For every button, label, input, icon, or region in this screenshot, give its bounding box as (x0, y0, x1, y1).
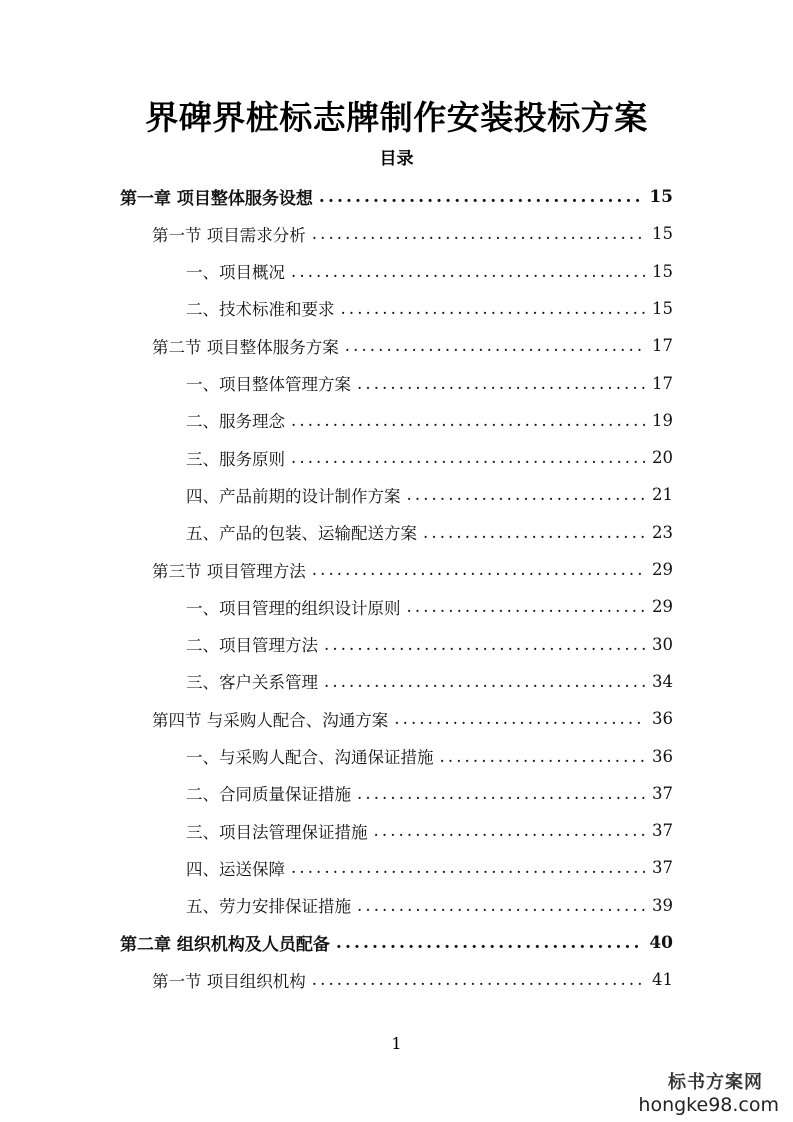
toc-entry-label: 二、合同质量保证措施 (186, 785, 351, 805)
toc-entry[interactable] (186, 514, 673, 551)
toc-entry-label: 第四节 与采购人配合、沟通方案 (152, 710, 389, 730)
toc-entry[interactable] (186, 849, 673, 886)
toc-dot-leader (345, 336, 645, 355)
toc-entry[interactable] (152, 215, 673, 252)
toc-entry-label: 第二节 项目整体服务方案 (152, 337, 339, 357)
toc-entry[interactable] (186, 476, 673, 513)
toc-entry-label: 第一节 项目组织机构 (152, 971, 306, 991)
toc-dot-leader (291, 262, 645, 281)
watermark-logo (629, 1068, 779, 1116)
toc-dot-leader (394, 709, 645, 728)
toc-entry-page: 21 (652, 485, 673, 505)
toc-entry[interactable] (186, 738, 673, 775)
toc-entry-page: 37 (652, 821, 673, 841)
toc-entry-label: 三、项目法管理保证措施 (186, 822, 368, 842)
page-number: 1 (391, 1034, 402, 1053)
toc-entry-label: 五、产品的包装、运输配送方案 (186, 524, 417, 544)
toc-entry-page: 34 (652, 671, 673, 691)
toc-entry[interactable] (186, 663, 673, 700)
toc-entry-page: 36 (652, 746, 673, 766)
toc-entry-label: 二、项目管理方法 (186, 636, 318, 656)
toc-entry[interactable] (186, 439, 673, 476)
toc-entry-label: 四、运送保障 (186, 859, 285, 879)
watermark-url: hongke98.com (638, 1094, 779, 1116)
toc-entry-page: 15 (652, 298, 673, 318)
toc-entry[interactable] (152, 327, 673, 364)
toc-entry-label: 二、技术标准和要求 (186, 300, 335, 320)
toc-entry-label: 一、项目管理的组织设计原则 (186, 598, 401, 618)
toc-dot-leader (291, 411, 645, 430)
toc-dot-leader (291, 858, 645, 877)
toc-entry-label: 一、与采购人配合、沟通保证措施 (186, 748, 434, 767)
toc-entry[interactable] (186, 775, 673, 812)
toc-entry[interactable] (186, 365, 673, 402)
toc-entry[interactable] (120, 924, 673, 961)
toc-entry[interactable] (186, 290, 673, 327)
toc-entry-page: 20 (652, 448, 673, 468)
toc-entry-label: 二、服务理念 (186, 412, 285, 432)
toc-entry-label: 第一章 项目整体服务设想 (120, 189, 313, 209)
toc-entry-page: 15 (652, 224, 673, 244)
toc-entry[interactable] (120, 178, 673, 215)
toc-entry-label: 第三节 项目管理方法 (152, 561, 306, 581)
toc-dot-leader (357, 896, 645, 915)
toc-entry-label: 一、项目整体管理方案 (186, 375, 351, 394)
toc-entry[interactable] (152, 961, 673, 998)
toc-entry[interactable] (152, 551, 673, 588)
toc-dot-leader (374, 821, 646, 840)
toc-entry-page: 37 (652, 858, 673, 878)
toc-entry[interactable] (186, 253, 673, 290)
toc-entry-page: 36 (652, 709, 673, 729)
toc-entry-label: 第一节 项目需求分析 (152, 225, 306, 245)
toc-entry-label: 三、服务原则 (186, 449, 285, 469)
toc-entry-page: 39 (652, 895, 673, 915)
toc-entry-label: 四、产品前期的设计制作方案 (186, 486, 401, 506)
toc-heading: 目录 (379, 149, 414, 169)
toc-dot-leader (440, 747, 646, 766)
toc-entry-label: 三、客户关系管理 (186, 673, 318, 693)
toc-entry-page: 29 (652, 560, 673, 579)
toc-entry-page: 15 (652, 261, 673, 281)
toc-dot-leader (357, 374, 645, 393)
toc-entry-page: 41 (652, 970, 673, 990)
toc-dot-leader (423, 523, 645, 542)
toc-entry[interactable] (186, 588, 673, 625)
toc-dot-leader (407, 485, 646, 504)
toc-dot-leader (312, 970, 645, 989)
toc-dot-leader (319, 187, 643, 207)
toc-entry-page: 15 (649, 186, 673, 207)
toc-entry-page: 40 (649, 932, 673, 953)
toc-dot-leader (291, 448, 645, 467)
toc-entry[interactable] (186, 626, 673, 663)
toc-entry-page: 37 (652, 783, 673, 803)
toc-entry[interactable] (186, 887, 673, 924)
toc-entry-page: 19 (652, 410, 673, 430)
toc-entry-page: 17 (652, 373, 673, 393)
toc-entry-page: 29 (652, 597, 673, 617)
toc-dot-leader (312, 560, 645, 579)
toc-entry[interactable] (186, 812, 673, 849)
toc-entry-page: 23 (652, 522, 673, 542)
toc-dot-leader (336, 933, 643, 953)
toc-dot-leader (341, 299, 646, 318)
toc-dot-leader (407, 597, 646, 616)
toc-dot-leader (324, 635, 645, 654)
toc-entry-label: 第二章 组织机构及人员配备 (120, 935, 330, 955)
toc-entry-label: 一、项目概况 (186, 263, 285, 283)
document-title: 界碑界桩标志牌制作安装投标方案 (145, 98, 648, 137)
toc-entry[interactable] (152, 700, 673, 737)
toc-dot-leader (357, 784, 645, 803)
toc-dot-leader (312, 224, 645, 243)
toc-entry[interactable] (186, 402, 673, 439)
toc-entry-page: 30 (652, 634, 673, 654)
toc-entry-page: 17 (652, 336, 673, 356)
watermark-name: 标书方案网 (668, 1072, 763, 1093)
toc-dot-leader (324, 672, 645, 691)
toc-entry-label: 五、劳力安排保证措施 (186, 897, 351, 917)
